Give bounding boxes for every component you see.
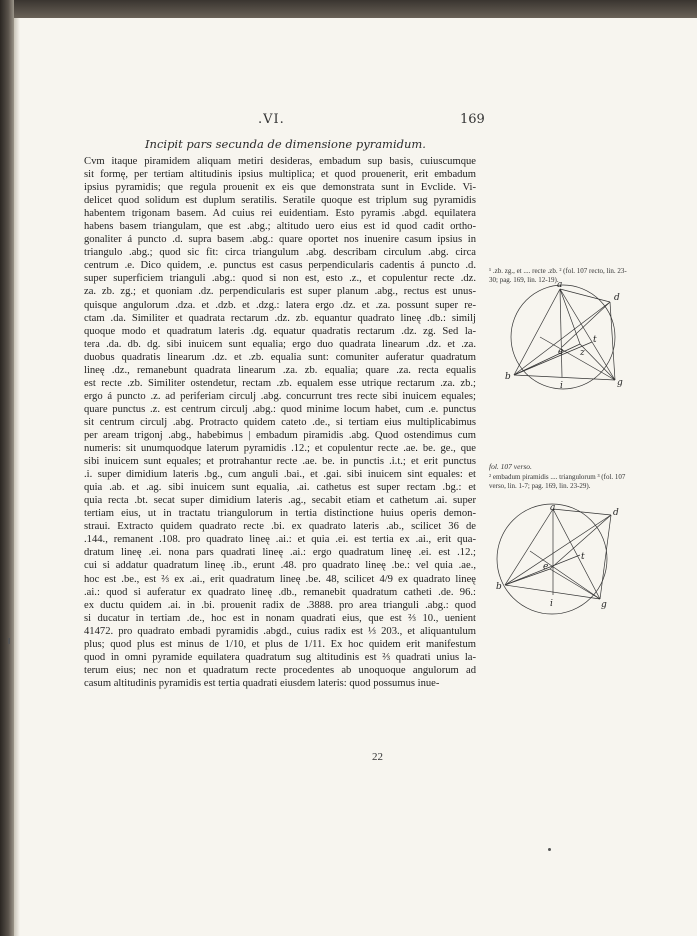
text-line: straui. Extracto quidem quadrato recte .bi. ex quadrato lateris .ab., scilicet 36 de <box>84 521 476 533</box>
text-line: ergo á puncto .z. ad periferiam circulj .abg. concurrunt tres recte sibi inuicem equales; <box>84 390 476 402</box>
text-line: sit centrum circulj .abg. Protracto quidem cateto .de., si tertiam eius multiplicabimus <box>84 416 476 428</box>
text-line: numeris: sit unumquodque laterum pyramidis .12.; et copulentur recte .ae. be. ge., que <box>84 443 476 455</box>
fig1-label-i: i <box>560 381 563 391</box>
binding-thread-mark <box>8 638 10 644</box>
ink-speck <box>548 848 551 851</box>
text-line: quia recta .bt. secat super dimidium lateris .ag., secabit etiam et cathetum .ai. super <box>84 495 476 507</box>
fig1-label-d: d <box>614 293 620 303</box>
page-gutter-shadow <box>14 18 20 936</box>
text-line: est recte .zb. Similiter ostendetur, rectam .zb. equalem esse utrique rectarum .za. zb.; <box>84 377 476 389</box>
text-line: plus; quod plus est minus de 1/10, et plus de 1/11. Ex hoc quidem erit manifestum <box>84 638 476 650</box>
text-line: quia .ab. et .ag. sibi inuicem sunt equalia, .ai. cathetus est super rectam .bg.: et <box>84 482 476 494</box>
text-line: tertiam eius, ut in tractatu triangulorum in tertia distinctione huius operis demon- <box>84 508 476 520</box>
text-line: cui si addatur quadratum lineę .ib., erunt .48. pro quadrato lineę .be.: vel quia .ae., <box>84 560 476 572</box>
text-line: quod in omni pyramide equilatera quadratum sug altitudinis est ⅔ quadrati unius la- <box>84 651 476 663</box>
catchword: 22 <box>372 751 383 763</box>
main-text-block <box>84 155 476 690</box>
fig2-label-i: i <box>550 599 553 609</box>
text-line: si ducatur in tertiam .de., hoc est in nonam quadrati eius, que est ⅔ 10., uenient <box>84 612 476 624</box>
folio-marker: fol. 107 verso. <box>489 462 532 471</box>
text-line: .144., remanent .108. pro quadrato lineę .ai.: et quia .ei. est tertia ex .ai., erit qua- <box>84 534 476 546</box>
text-line: hoc est .be., est ⅔ ex .ai., erit quadratum lineę .be. 48, scilicet 4/9 ex quadrato lineę <box>84 573 476 585</box>
text-line: ex ductu quidem .ai. in .bi. prouenit radix de .3888. pro area trianguli .abg.: quod <box>84 599 476 611</box>
scan-top-edge <box>0 0 697 18</box>
text-line: .ai.: quod si auferatur ex quadrato lineę .db., remanebit quadratum catheti .de. 96.: <box>84 586 476 598</box>
text-line: sit formę, per tertiam altitudinis ipsius multiplica; et quod prouenerit, erit embadum <box>84 169 476 181</box>
text-line: lineę .dz., remanebunt quadrata linearum .za. zb. equalia; quare .za. recta equalis <box>84 364 476 376</box>
text-line: gonaliter á puncto .d. supra basem .abg.: quare oportet nos inuenire casum ipsius in <box>84 234 476 246</box>
text-line: ipsius pyramidis; que regula prouenit ex eis que demonstrata sunt in Evclide. Vi- <box>84 182 476 194</box>
running-header-section: .VI. <box>258 112 285 127</box>
margin-note-1: ¹ .zb. zg., et .... recte .zb. ² (fol. 107 recto, lin. 23-30; pag. 169, lin. 12-19). <box>489 267 627 284</box>
text-line: za. zb. zg.; et quoniam .dz. perpendicularis est super planum .abg., rectus est unus- <box>84 286 476 298</box>
text-line: quare punctus .z. est centrum circulj .abg.: quod minime locum habet, cum .e. punctus <box>84 403 476 415</box>
fig1-label-e: e <box>558 347 564 357</box>
fig1-label-b: b <box>505 372 511 382</box>
fig1-label-g: g <box>617 378 623 388</box>
section-title: Incipit pars secunda de dimensione pyramidum. <box>145 137 426 151</box>
text-line: quoque modo et quadratum lateris .dg. equatur quadratis rectarum .dz. zg. Sed la- <box>84 325 476 337</box>
text-line: terum eius; nec non et quadratum recte procedentes ab unoquoque angulorum ad <box>84 664 476 676</box>
text-line: sibi inuicem sunt equales; et protrahantur recte .ae. be. in punctis .i.t.; et erit punctus <box>84 456 476 468</box>
text-line: per aream trigonj .abg., habebimus | embadum piramidis .abg. Quod ostendimus cum <box>84 429 476 441</box>
text-line: 41472. pro quadrato embadi pyramidis .abgd., cuius radix est ⅓ 203., et aliquantulum <box>84 625 476 637</box>
text-line: delicet quod solidum est duplum seratilis. Seratile quoque est triplum sug pyramidis <box>84 195 476 207</box>
fig2-label-b: b <box>496 582 502 592</box>
text-line: triangulo .abg.; quod sic fit: circa triangulum .abg. describam circulum .abg. circa <box>84 247 476 259</box>
text-line: .i. super dimidium lateris .bg., cum anguli .bai., et .gai. sibi inuicem sint equales: et <box>84 469 476 481</box>
fig1-label-t: t <box>593 335 597 345</box>
text-line: habentem trigonam basem. Ad cuius rei euidentiam. Esto pyramis .abgd. equilatera <box>84 208 476 220</box>
fig1-label-z: z <box>580 348 585 358</box>
figure-pyramid-1 <box>500 282 630 402</box>
figure-pyramid-2 <box>495 503 645 618</box>
text-line: casum altitudinis pyramidis est tertia quadrati eiusdem lateris: quod possumus inue- <box>84 677 440 689</box>
fig2-label-t: t <box>581 552 585 562</box>
fig2-label-e: e <box>543 562 549 572</box>
text-line: duobus quadratis linearum .dz. et .zb. equalia sunt: comuniter auferatur quadratum <box>84 351 476 363</box>
fig2-label-g: g <box>601 600 607 610</box>
running-header-page-number: 169 <box>460 112 485 127</box>
fig1-label-a: a <box>557 282 563 290</box>
fig2-label-a: a <box>550 503 556 513</box>
fig2-label-d: d <box>613 508 619 518</box>
text-line: tera .da. db. dg. sibi inuicem sunt equalia; ergo duo quadrata linearum .dz. et .za. <box>84 338 476 350</box>
text-line: ctam .da. Similiter et quadrata rectarum .dz. zb. equantur quadrato lineę .db.: similj <box>84 312 476 324</box>
margin-note-2: ² embadum piramidis .... triangulorum ³ (fol. 107 verso, lin. 1-7; pag. 169, lin. 23-29). <box>489 473 626 490</box>
text-line: habens basem triangulam, que est .abg.; altitudo uero eius est id quod cadit ortho- <box>84 221 476 233</box>
text-line: quisque angulorum .dza. et .dzb. et .dzg.: latera ergo .dz. et .za. possunt super re- <box>84 299 476 311</box>
text-line: Cvm itaque piramidem aliquam metiri desideras, embadum sup basis, cuiuscumque <box>84 156 476 167</box>
book-binding <box>0 0 14 936</box>
text-line: centrum .e. Dico quidem, .e. punctus est casus perpendicularis cadentis á puncto .d. <box>84 260 476 272</box>
text-line: super superficiem trianguli .abg.: quod si non est, esto .z., et copulentur recte .dz. <box>84 273 476 285</box>
text-line: dratum lineę .ei. nona pars quadrati lineę .ai.: ergo quadratum lineę .ei. est .12.; <box>84 547 476 559</box>
